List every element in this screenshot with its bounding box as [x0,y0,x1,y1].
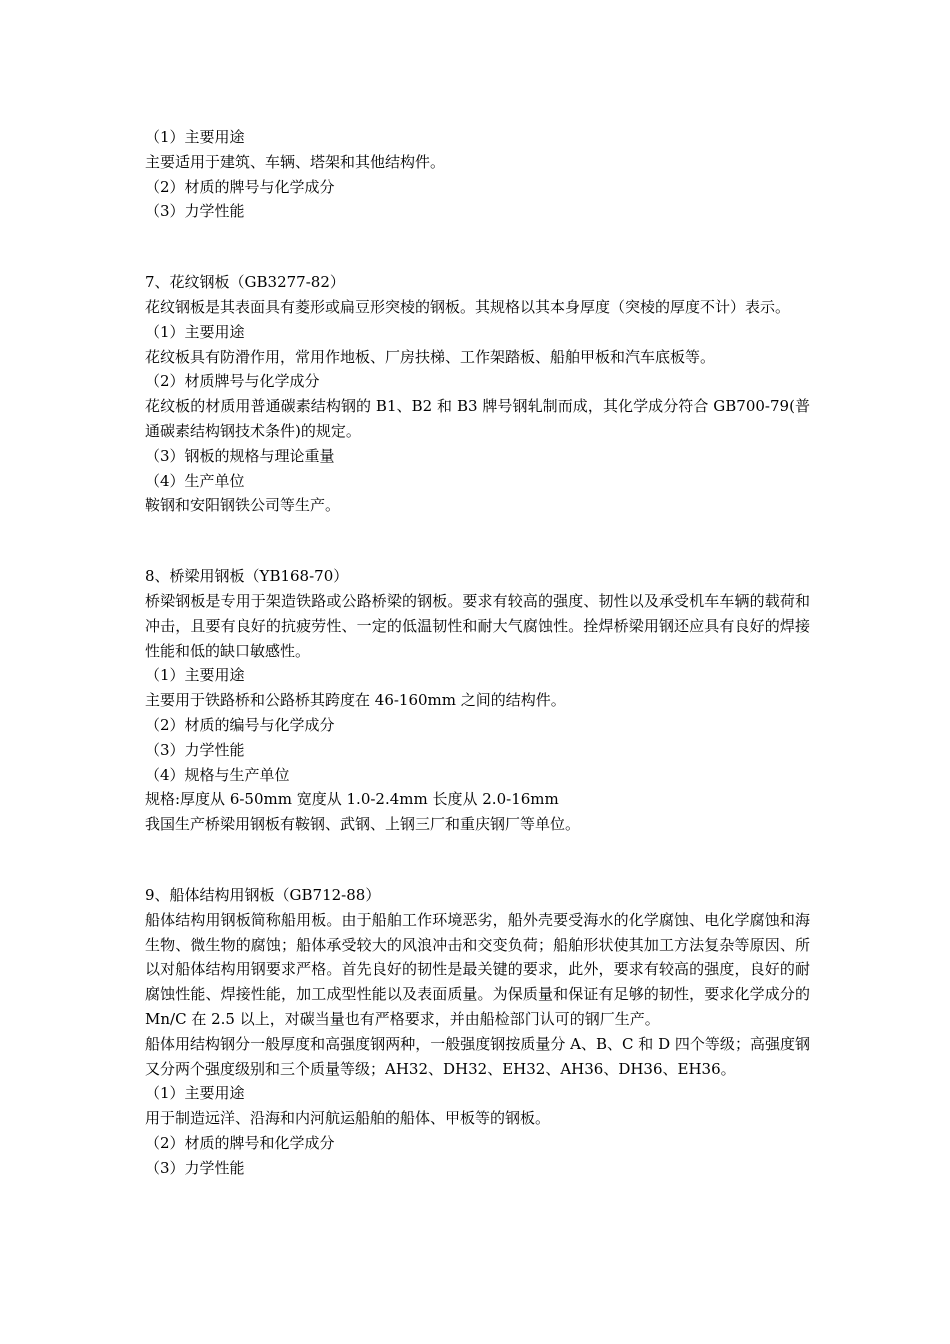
text-line: 主要用于铁路桥和公路桥其跨度在 46-160mm 之间的结构件。 [145,691,566,710]
text-line: （2）材质的牌号与化学成分 [145,177,335,196]
section-8 [145,564,810,837]
text-line: （2）材质的牌号和化学成分 [145,1133,335,1152]
paragraph: 船体用结构钢分一般厚度和高强度钢两种，一般强度钢按质量分 A、B、C 和 D 四个等级；高强度钢又分两个强度级别和三个质量等级；AH32、DH32、EH32、AH36、DH36、EH36。 [145,1034,810,1078]
section-heading: 9、船体结构用钢板（GB712-88） [145,885,381,904]
section-9 [145,883,810,1181]
text-line: 我国生产桥梁用钢板有鞍钢、武钢、上钢三厂和重庆钢厂等单位。 [145,815,581,834]
text-line: 花纹板具有防滑作用，常用作地板、厂房扶梯、工作架踏板、船舶甲板和汽车底板等。 [145,347,716,366]
text-line: （1）主要用途 [145,666,245,685]
text-line: （1）主要用途 [145,128,245,146]
section-heading: 8、桥梁用钢板（YB168-70） [145,567,349,586]
text-line: （3）力学性能 [145,1158,245,1177]
text-line: 鞍钢和安阳钢铁公司等生产。 [145,496,341,515]
text-line: （1）主要用途 [145,322,245,341]
text-line: （4）生产单位 [145,471,245,490]
paragraph: 花纹板的材质用普通碳素结构钢的 B1、B2 和 B3 牌号钢轧制而成，其化学成分符合 GB700-79(普通碳素结构钢技术条件)的规定。 [145,397,810,440]
paragraph: 桥梁钢板是专用于架造铁路或公路桥梁的钢板。要求有较高的强度、韧性以及承受机车车辆的载荷和冲击，且要有良好的抗疲劳性、一定的低温韧性和耐大气腐蚀性。拴焊桥梁用钢还应具有良好的焊接性能和低的缺口敏感性。 [145,591,810,660]
text-line: （3）力学性能 [145,202,245,221]
paragraph: 花纹钢板是其表面具有菱形或扁豆形突棱的钢板。其规格以其本身厚度（突棱的厚度不计）表示。 [145,297,791,316]
text-line: （3）力学性能 [145,740,245,759]
section-heading: 7、花纹钢板（GB3277-82） [145,273,345,292]
text-line: 规格:厚度从 6-50mm 宽度从 1.0-2.4mm 长度从 2.0-16mm [145,790,559,809]
paragraph: 船体结构用钢板简称船用板。由于船舶工作环境恶劣，船外壳要受海水的化学腐蚀、电化学腐蚀和海生物、微生物的腐蚀；船体承受较大的风浪冲击和交变负荷；船舶形状使其加工方法复杂等原因、所以对船体结构用钢要求严格。首先良好的韧性是最关键的要求，此外，要求有较高的强度，良好的耐腐蚀性能、焊接性能，加工成型性能以及表面质量。为保质量和保证有足够的韧性，要求化学成分的 Mn/C 在 2.5 以上，对碳当量也有严格要求，并由船检部门认可的钢厂生产。 [145,910,810,1028]
text-line: （2）材质牌号与化学成分 [145,372,320,391]
text-line: （1）主要用途 [145,1084,245,1103]
section-6 [145,125,810,224]
text-line: （2）材质的编号与化学成分 [145,715,335,734]
text-line: （4）规格与生产单位 [145,765,290,784]
text-line: 用于制造远洋、沿海和内河航运船舶的船体、甲板等的钢板。 [145,1109,551,1128]
section-7 [145,270,810,518]
text-line: （3）钢板的规格与理论重量 [145,446,335,465]
document-page [145,125,810,1180]
text-line: 主要适用于建筑、车辆、塔架和其他结构件。 [145,152,446,171]
